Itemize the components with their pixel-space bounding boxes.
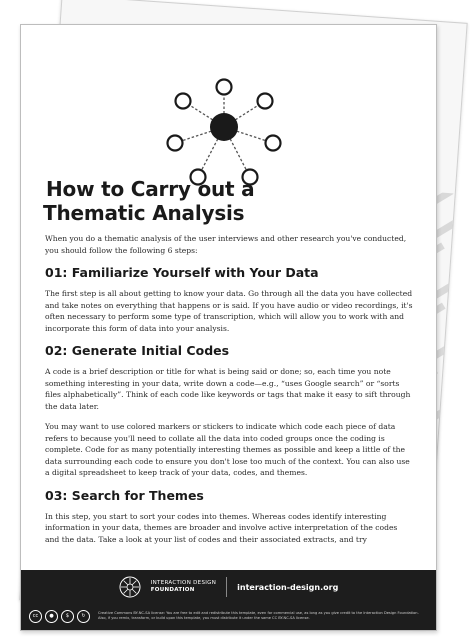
section-heading-03: 03: Search for Themes: [45, 487, 204, 503]
page-footer: [21, 570, 436, 630]
attribution-icon: ●: [45, 610, 58, 623]
front-page-sheet: [20, 24, 437, 631]
footer-branding: [21, 570, 436, 604]
section-heading-01: 01: Familiarize Yourself with Your Data: [45, 265, 319, 280]
document-body: [45, 233, 413, 554]
license-row: [29, 606, 428, 626]
section-03-paragraph: In this step, you start to sort your codes into themes. Whereas codes identify interesting information in your data, themes are broader and involve active interpretation of the codes and the data. Take a look at your list of codes and their associated extracts, and try: [45, 511, 398, 544]
section-heading-02: 02: Generate Initial Codes: [45, 343, 230, 358]
non-commercial-icon: $: [61, 610, 74, 623]
foundation-logo-icon: [119, 576, 141, 598]
organization-name: [151, 580, 216, 594]
share-alike-icon: ↻: [77, 610, 90, 623]
section-01-paragraph: The first step is all about getting to know your data. Go through all the data you have collected and take notes on everything that happens or is said. If you have audio or video recordings, it's often necessary to perform some type of transcription, which will allow you to work with and incorporate this form of data into your analysis.: [45, 289, 413, 333]
creative-commons-icon: cc: [29, 610, 42, 623]
org-name-line-2: FOUNDATION: [150, 587, 195, 593]
title-line-2: Thematic Analysis: [43, 201, 245, 225]
org-name-line-1: INTERACTION DESIGN: [150, 580, 217, 586]
website-link[interactable]: interaction-design.org: [237, 582, 339, 592]
footer-divider: [226, 577, 227, 597]
section-02-paragraph-1: A code is a brief description or title for what is being said or done; so, each time you note something interesting in your data, write down a code—e.g., “uses Google search” or “sorts files alphabetically”. Think of each code like keywords or tags that make it easy to sift through the data later.: [45, 367, 411, 411]
document-title: [43, 177, 413, 225]
intro-paragraph: When you do a thematic analysis of the user interviews and other research you've conducted, you should follow the following 6 steps:: [45, 234, 407, 255]
network-diagram-icon: [161, 77, 287, 189]
section-02-paragraph-2: You may want to use colored markers or stickers to indicate which code each piece of data refers to because you'll need to collate all the data into coded groups once the coding is complete. Code for as many potentially interesting themes as possible and keep a little of the data surrounding each code to ensure you don't lose too much of the context. You can also use a digital spreadsheet to keep track of your data, codes, and themes.: [45, 422, 410, 477]
title-line-1: How to Carry out a: [46, 177, 255, 201]
license-text: Creative Commons BY-NC-SA license: You are free to edit and redistribute this template, even for commercial use, as long as you give credit to the Interaction Design Foundation. Also, if you remix, transform, or build upon this template, you must distribute it under the same CC BY-NC-SA license.: [98, 611, 419, 620]
